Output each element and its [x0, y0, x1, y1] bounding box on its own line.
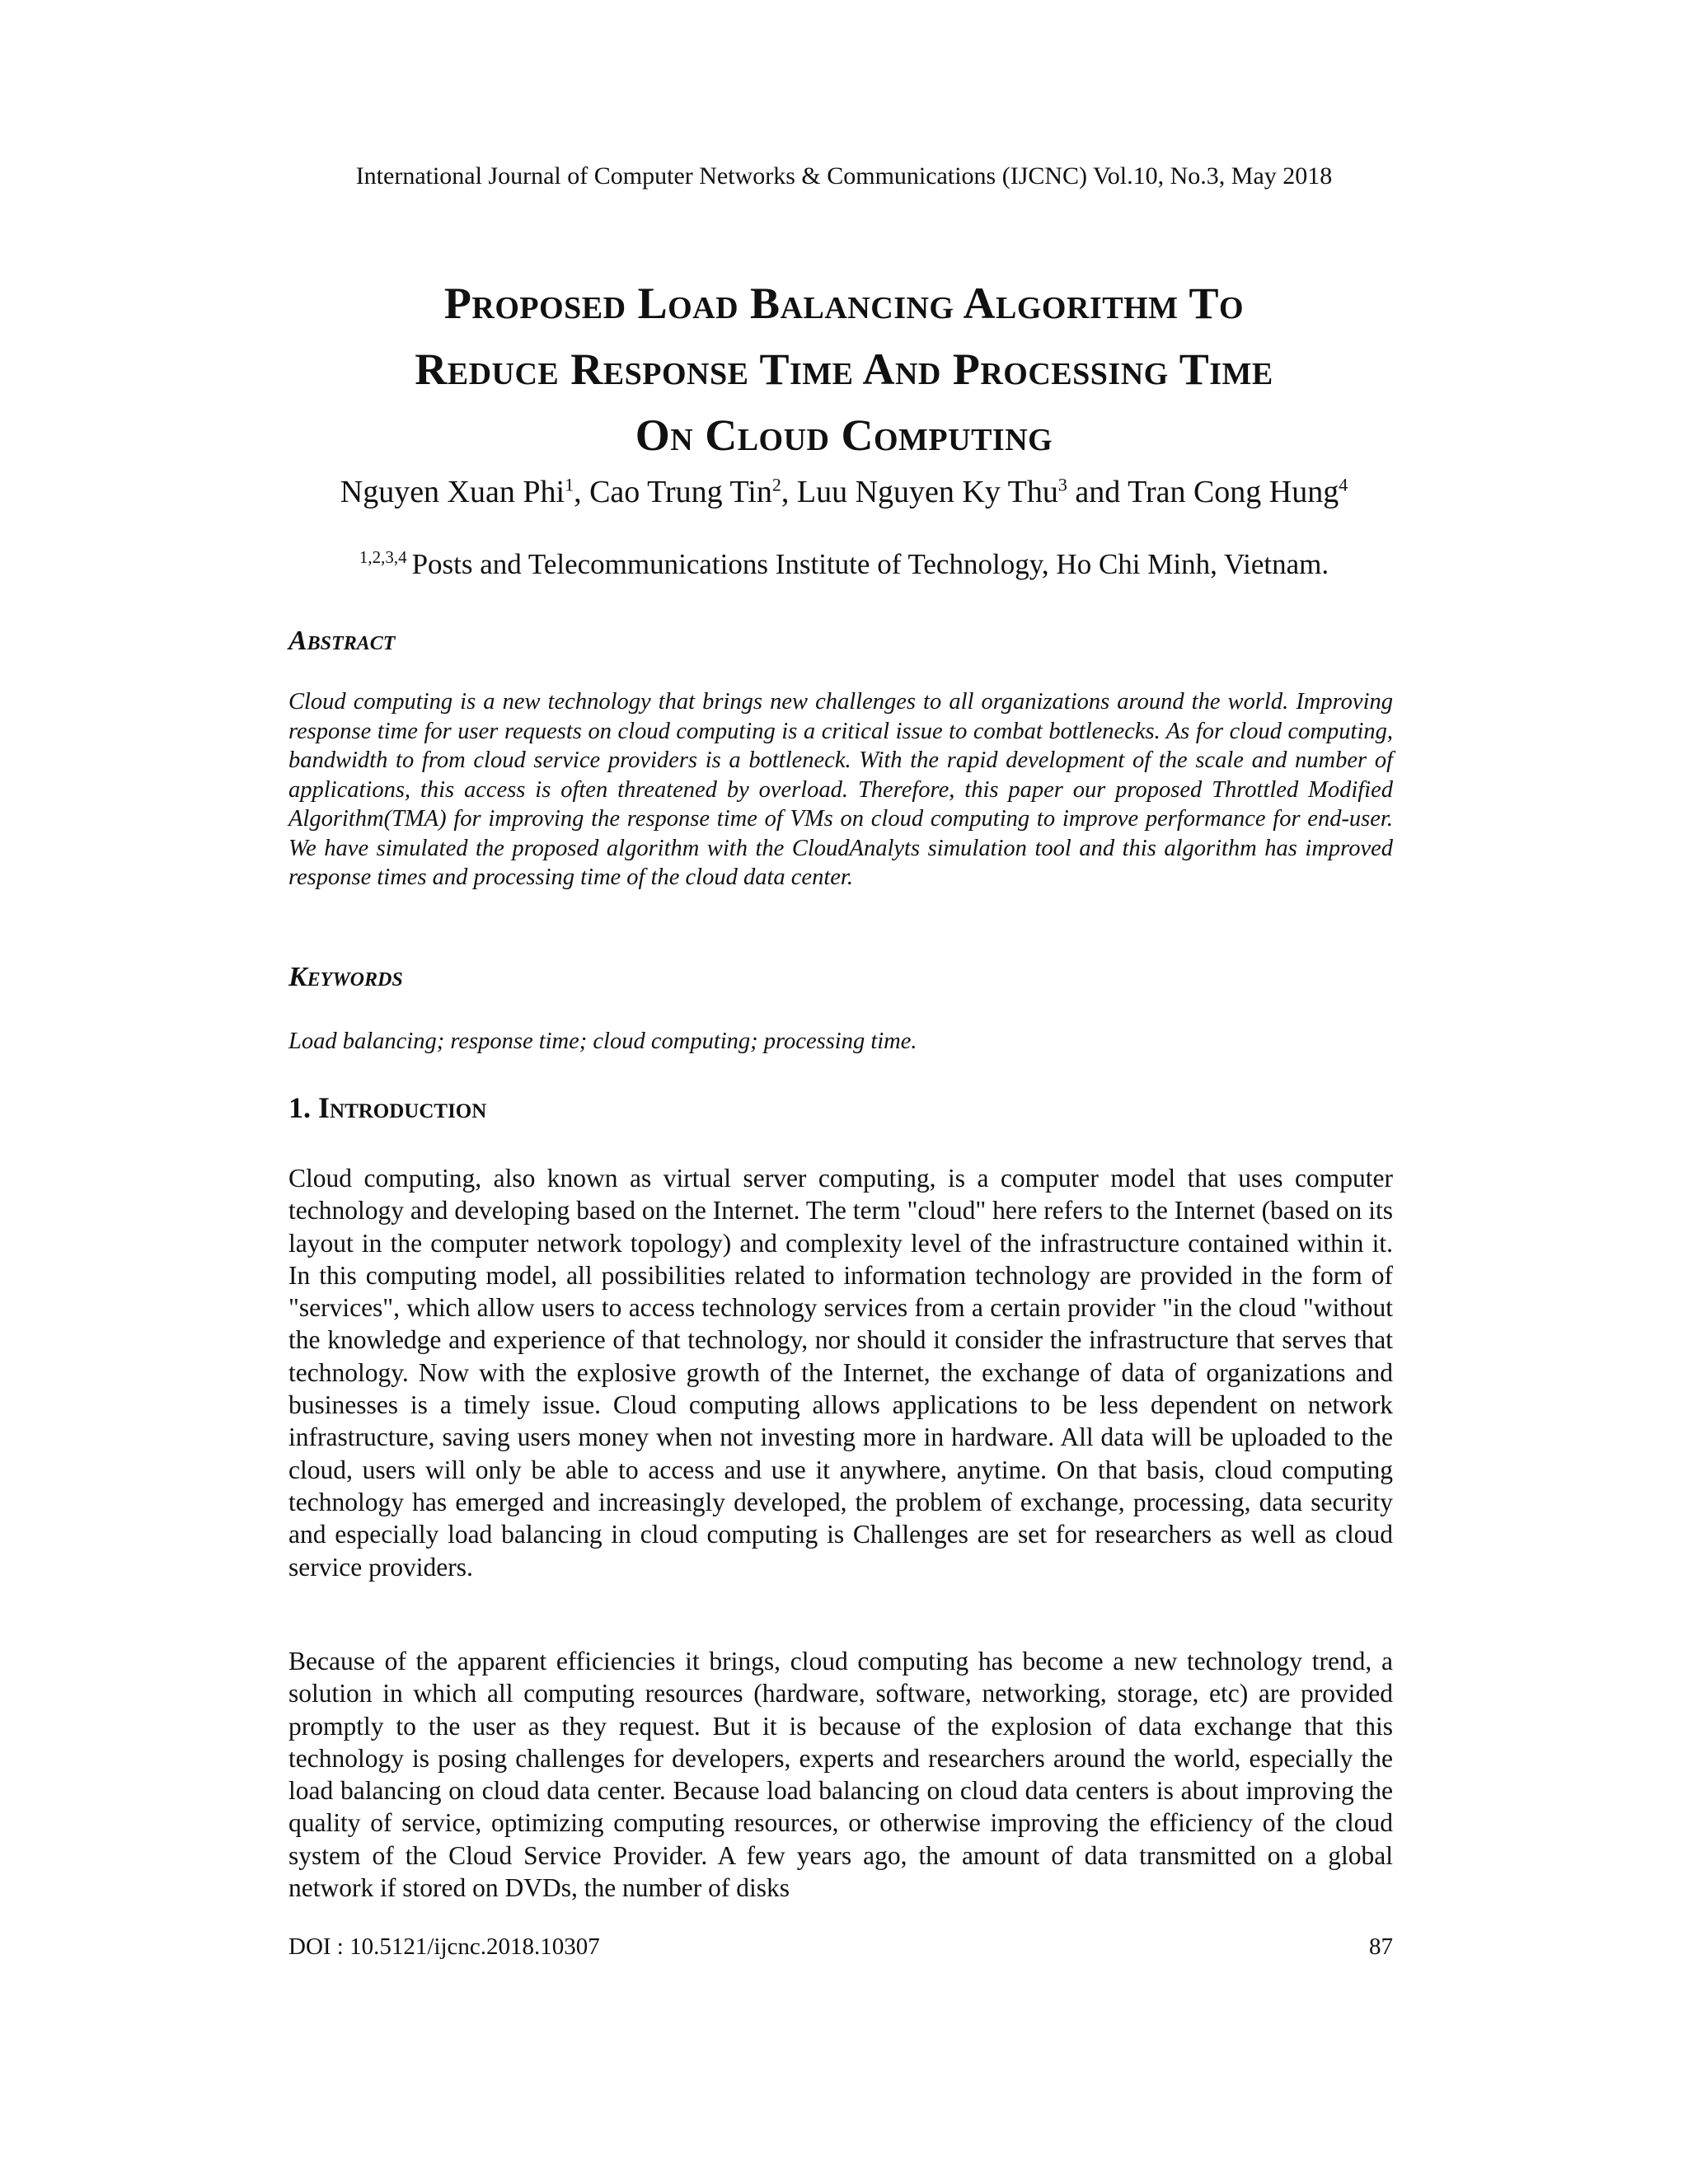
- footer-doi: DOI : 10.5121/ijcnc.2018.10307: [288, 1933, 600, 1960]
- affiliation-mark: 1,2,3,4: [359, 547, 407, 568]
- author-name: Tran Cong Hung: [1128, 475, 1339, 509]
- author-affiliation-mark: 4: [1339, 474, 1348, 495]
- paper-title: [247, 270, 1441, 468]
- affiliation-text: Posts and Telecommunications Institute of Technology, Ho Chi Minh, Vietnam.: [411, 548, 1329, 580]
- author-separator: ,: [574, 475, 590, 509]
- keywords-heading: Keywords: [288, 962, 403, 992]
- title-line-3: On Cloud Computing: [635, 410, 1053, 460]
- title-line-1: Proposed Load Balancing Algorithm To: [443, 279, 1245, 328]
- title-line-2: Reduce Response Time And Processing Time: [415, 344, 1273, 394]
- abstract-heading: Abstract: [288, 626, 396, 656]
- author-separator: ,: [781, 475, 797, 509]
- author-list: [0, 471, 1688, 513]
- author-name: Cao Trung Tin: [589, 475, 772, 509]
- author-name: Nguyen Xuan Phi: [340, 475, 565, 509]
- running-header: International Journal of Computer Networks & Communications (IJCNC) Vol.10, No.3, May 2018: [355, 162, 1333, 190]
- author-name: Luu Nguyen Ky Thu: [796, 475, 1058, 509]
- author-affiliation-mark: 2: [771, 474, 781, 495]
- author-affiliation-mark: 1: [565, 474, 574, 495]
- author-separator: and: [1067, 475, 1128, 509]
- introduction-paragraph-2: Because of the apparent efficiencies it brings, cloud computing has become a new technology trend, a solution in which all computing resources (hardware, software, networking, storage, etc) are provided promptly to the user as they request. But it is because of the explosion of data exchange that this technology is posing challenges for developers, experts and researchers around the world, especially the load balancing on cloud data center. Because load balancing on cloud data centers is about improving the quality of service, optimizing computing resources, or otherwise improving the efficiency of the cloud system of the Cloud Service Provider. A few years ago, the amount of data transmitted on a global network if stored on DVDs, the number of disks: [288, 1647, 1393, 1903]
- introduction-heading: 1. Introduction: [288, 1091, 487, 1124]
- introduction-paragraph-1: Cloud computing, also known as virtual server computing, is a computer model that uses computer technology and developing based on the Internet. The term "cloud" here refers to the Internet (based on its layout in the computer network topology) and complexity level of the infrastructure contained within it. In this computing model, all possibilities related to information technology are provided in the form of "services", which allow users to access technology services from a certain provider "in the cloud "without the knowledge and experience of that technology, nor should it consider the infrastructure that serves that technology. Now with the explosive growth of the Internet, the exchange of data of organizations and businesses is a timely issue. Cloud computing allows applications to be less dependent on network infrastructure, saving users money when not investing more in hardware. All data will be uploaded to the cloud, users will only be able to access and use it anywhere, anytime. On that basis, cloud computing technology has emerged and increasingly developed, the problem of exchange, processing, data security and especially load balancing in cloud computing is Challenges are set for researchers as well as cloud service providers.: [288, 1164, 1393, 1582]
- abstract-text: Cloud computing is a new technology that brings new challenges to all organizations around the world. Improving response time for user requests on cloud computing is a critical issue to combat bottlenecks. As for cloud computing, bandwidth to from cloud service providers is a bottleneck. With the rapid development of the scale and number of applications, this access is often threatened by overload. Therefore, this paper our proposed Throttled Modified Algorithm(TMA) for improving the response time of VMs on cloud computing to improve performance for end-user. We have simulated the proposed algorithm with the CloudAnalyts simulation tool and this algorithm has improved response times and processing time of the cloud data center.: [288, 689, 1393, 890]
- author-affiliation-mark: 3: [1057, 474, 1067, 495]
- affiliation: [0, 546, 1688, 583]
- keywords-text: Load balancing; response time; cloud computing; processing time.: [288, 1029, 917, 1054]
- page-number: 87: [1369, 1933, 1393, 1960]
